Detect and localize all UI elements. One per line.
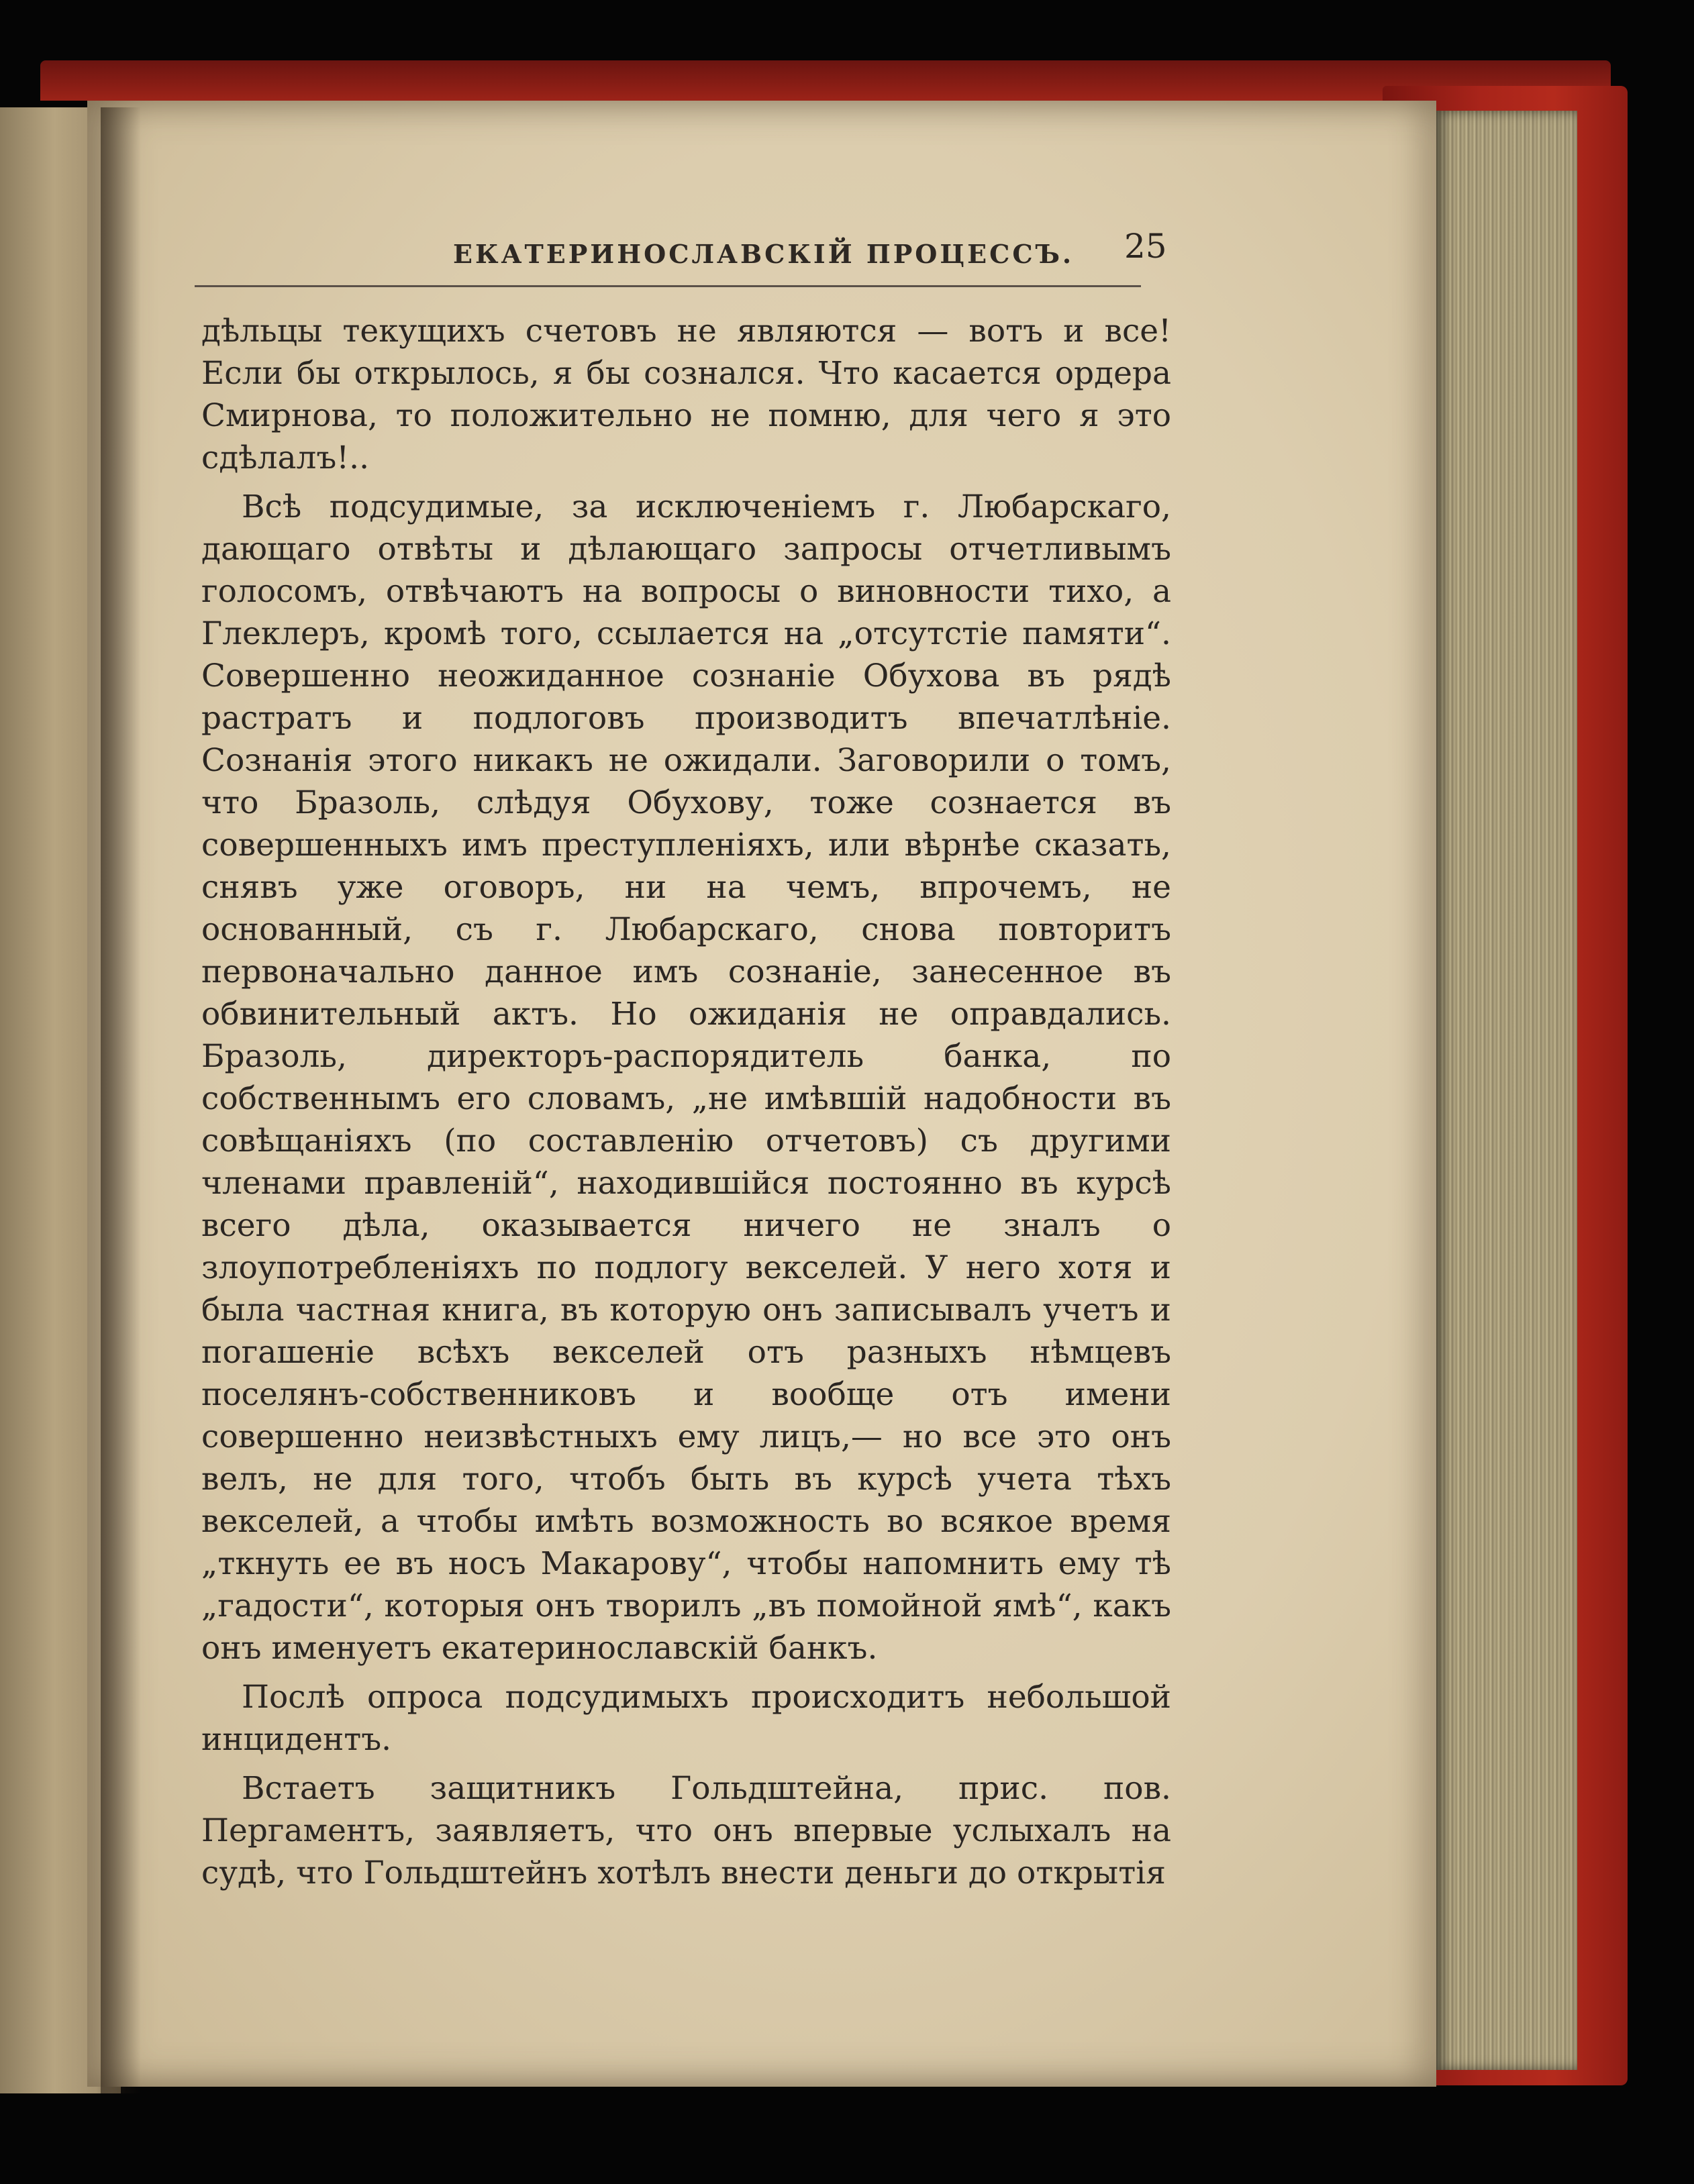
page-number: 25 <box>1124 227 1167 266</box>
paragraph-1: дѣльцы текущихъ счетовъ не являются — вотъ и все! Если бы открылось, я бы сознался. Что касается ордера Смирнова, то положительно не помню, для чего я это сдѣлалъ!.. <box>201 313 1171 476</box>
book-gutter <box>101 107 141 2093</box>
running-head <box>195 227 1167 287</box>
paragraph-4: Встаетъ защитникъ Гольдштейна, прис. пов. Пергаментъ, заявляетъ, что онъ впервые услыхалъ на судѣ, что Гольдштейнъ хотѣлъ внести деньги до открытія <box>201 1770 1171 1891</box>
paragraph-3: Послѣ опроса подсудимыхъ происходитъ небольшой инцидентъ. <box>201 1679 1171 1758</box>
book-cover-top-edge <box>40 60 1611 101</box>
page-block-edges <box>1436 111 1577 2070</box>
paragraph-2: Всѣ подсудимые, за исключеніемъ г. Любарскаго, дающаго отвѣты и дѣлающаго запросы отчетливымъ голосомъ, отвѣчаютъ на вопросы о виновности тихо, а Глеклеръ, кромѣ того, ссылается на „отсутстіе памяти“. Совершенно неожиданное сознаніе Обухова въ рядѣ растратъ и подлоговъ производитъ впечатлѣніе. Сознанія этого никакъ не ожидали. Заговорили о томъ, что Бразоль, слѣдуя Обухову, тоже сознается въ совершенныхъ имъ преступленіяхъ, или вѣрнѣе сказать, снявъ уже оговоръ, ни на чемъ, впрочемъ, не основанный, съ г. Любарскаго, снова повторитъ первоначально данное имъ сознаніе, занесенное въ обвинительный актъ. Но ожиданія не оправдались. Бразоль, директоръ-распорядитель банка, по собственнымъ его словамъ, „не имѣвшій надобности въ совѣщаніяхъ (по составленію отчетовъ) съ другими членами правленій“, находившійся постоянно въ курсѣ всего дѣла, оказывается ничего не зналъ о злоупотребленіяхъ по подлогу векселей. У него хотя и была частная книга, въ которую онъ записывалъ учетъ и погашеніе всѣхъ векселей отъ разныхъ нѣмцевъ поселянъ-собственниковъ и вообще отъ имени совершенно неизвѣстныхъ ему лицъ,— но все это онъ велъ, не для того, чтобъ быть въ курсѣ учета тѣхъ векселей, а чтобы имѣть возможность во всякое время „ткнуть ее въ носъ Макарову“, чтобы напомнить ему тѣ „гадости“, которыя онъ творилъ „въ помойной ямѣ“, какъ онъ именуетъ екатеринославскій банкъ. <box>201 488 1171 1667</box>
header-rule <box>195 285 1141 287</box>
page-text <box>201 310 1171 1894</box>
running-title: ЕКАТЕРИНОСЛАВСКІЙ ПРОЦЕССЪ. <box>453 239 1075 269</box>
